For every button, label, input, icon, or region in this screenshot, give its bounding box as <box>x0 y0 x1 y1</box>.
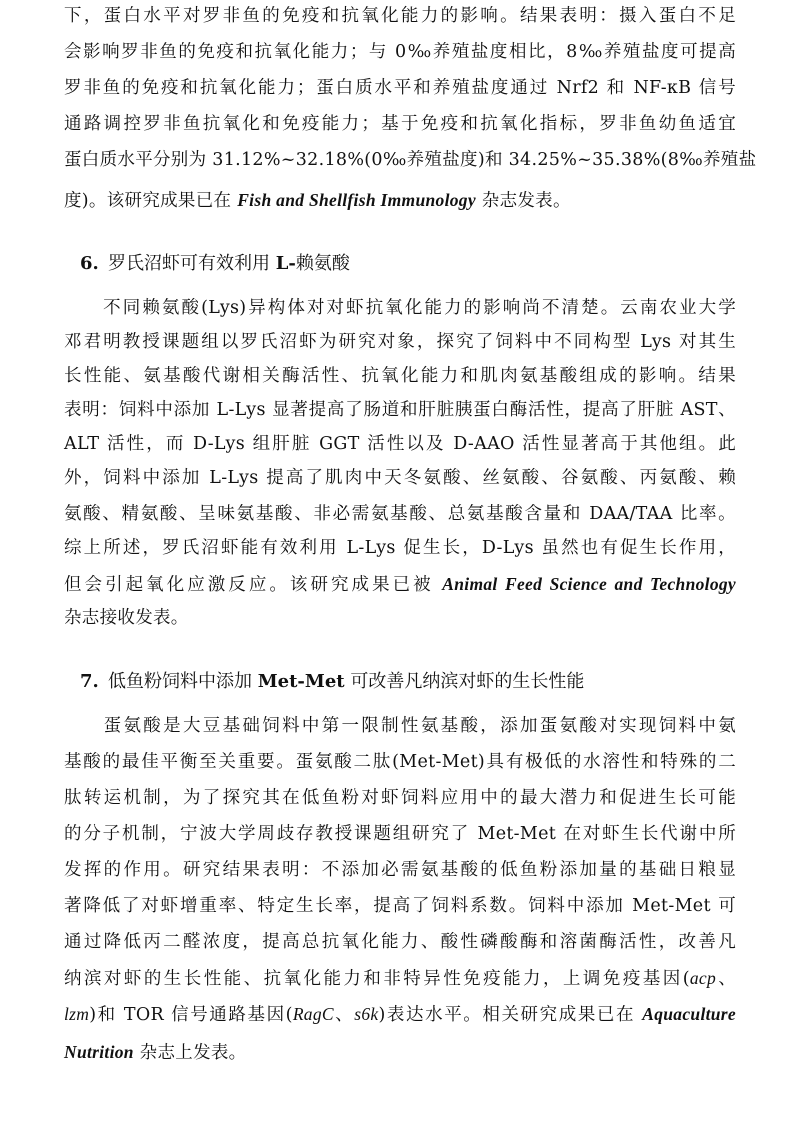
text-run: 通过降低丙二醛浓度，提高总抗氧化能力、酸性磷酸酶和溶菌酶活性，改善凡 <box>64 932 736 952</box>
text-run: 杂志上发表。 <box>133 1043 247 1063</box>
paragraph-line <box>64 330 736 354</box>
text-run: 度)。该研究成果已在 <box>64 191 238 211</box>
heading-text-suffix: 可改善凡纳滨对虾的生长性能 <box>344 671 585 692</box>
paragraph-line <box>64 398 736 422</box>
text-run: 不同赖氨酸(Lys)异构体对对虾抗氧化能力的影响尚不清楚。云南农业大学 <box>64 298 736 318</box>
paragraph-line <box>64 822 736 846</box>
heading-bold-text: Met-Met <box>257 671 345 692</box>
paragraph-line <box>64 466 736 490</box>
text-run: 邓君明教授课题组以罗氏沼虾为研究对象，探究了饲料中不同构型 Lys 对其生 <box>64 332 736 352</box>
text-run: 外，饲料中添加 L-Lys 提高了肌肉中天冬氨酸、丝氨酸、谷氨酸、丙氨酸、赖 <box>64 468 736 488</box>
text-run: 综上所述，罗氏沼虾能有效利用 L-Lys 促生长，D-Lys 虽然也有促生长作用， <box>64 538 736 558</box>
heading-text-suffix: 赖氨酸 <box>295 253 350 274</box>
section-number: 6. <box>80 253 99 274</box>
paragraph-line <box>64 188 736 213</box>
text-run: 下，蛋白水平对罗非鱼的免疫和抗氧化能力的影响。结果表明：摄入蛋白不足 <box>64 6 736 26</box>
paragraph-line <box>64 296 736 320</box>
text-run: )和 TOR 信号通路基因( <box>89 1005 293 1025</box>
paragraph-line <box>64 76 736 100</box>
text-run: 杂志发表。 <box>475 191 571 211</box>
text-run: )表达水平。相关研究成果已在 <box>378 1005 643 1025</box>
heading-text: 罗氏沼虾可有效利用 <box>108 253 276 274</box>
paragraph-line <box>64 1002 736 1027</box>
paragraph-line <box>64 432 736 456</box>
text-run: 氨酸、精氨酸、呈味氨基酸、非必需氨基酸、总氨基酸含量和 DAA/TAA 比率。 <box>64 504 736 524</box>
gene-name: lzm <box>64 1004 90 1024</box>
heading-bold-text: L- <box>275 253 296 274</box>
text-run: 罗非鱼的免疫和抗氧化能力；蛋白质水平和养殖盐度通过 Nrf2 和 NF-κB 信号 <box>64 78 736 98</box>
heading-text: 低鱼粉饲料中添加 <box>108 671 258 692</box>
paragraph-line <box>64 112 736 136</box>
text-run: 肽转运机制，为了探究其在低鱼粉对虾饲料应用中的最大潜力和促进生长可能 <box>64 788 736 808</box>
text-run: 的分子机制，宁波大学周歧存教授课题组研究了 Met-Met 在对虾生长代谢中所 <box>64 824 736 844</box>
text-run: 、 <box>716 969 736 989</box>
paragraph-line <box>64 750 736 774</box>
paragraph-line <box>64 858 736 882</box>
text-run: 长性能、氨基酸代谢相关酶活性、抗氧化能力和肌肉氨基酸组成的影响。结果 <box>64 366 736 386</box>
paragraph-line <box>64 502 736 526</box>
text-run: 、 <box>333 1005 355 1025</box>
paragraph-line <box>64 930 736 954</box>
text-run: 杂志接收发表。 <box>64 608 189 628</box>
text-run: 蛋氨酸是大豆基础饲料中第一限制性氨基酸，添加蛋氨酸对实现饲料中氨 <box>64 716 736 736</box>
gene-name: acp <box>689 968 717 988</box>
paragraph-line <box>64 1040 736 1065</box>
paragraph-line <box>64 786 736 810</box>
text-run: 蛋白质水平分别为 31.12%~32.18%(0‰养殖盐度)和 34.25%~35.38%(8‰养殖盐 <box>64 150 757 170</box>
text-run: 纳滨对虾的生长性能、抗氧化能力和非特异性免疫能力，上调免疫基因( <box>64 969 690 989</box>
section-heading <box>80 252 740 276</box>
paragraph-line <box>64 364 736 388</box>
text-run: 会影响罗非鱼的免疫和抗氧化能力；与 0‰养殖盐度相比，8‰养殖盐度可提高 <box>64 42 736 62</box>
paragraph-line <box>64 572 736 597</box>
paragraph-line <box>64 4 736 28</box>
paragraph-line <box>64 148 757 172</box>
text-run: 但会引起氧化应激反应。该研究成果已被 <box>64 575 443 595</box>
text-run: 通路调控罗非鱼抗氧化和免疫能力；基于免疫和抗氧化指标，罗非鱼幼鱼适宜 <box>64 114 736 134</box>
paragraph-line <box>64 536 736 560</box>
journal-name: Fish and Shellfish Immunology <box>237 190 476 210</box>
text-run: 著降低了对虾增重率、特定生长率，提高了饲料系数。饲料中添加 Met-Met 可 <box>64 896 736 916</box>
gene-name: s6k <box>354 1004 379 1024</box>
paragraph-line <box>64 714 736 738</box>
paragraph-line <box>64 606 736 630</box>
gene-name: RagC <box>292 1004 334 1024</box>
journal-name: Animal Feed Science and Technology <box>442 574 736 594</box>
paragraph-line <box>64 966 736 991</box>
section-heading <box>80 670 740 694</box>
text-run: ALT 活性，而 D-Lys 组肝脏 GGT 活性以及 D-AAO 活性显著高于其他组。此 <box>64 434 736 454</box>
paragraph-line <box>64 40 736 64</box>
paragraph-line <box>64 894 736 918</box>
journal-name: Nutrition <box>64 1042 134 1062</box>
text-run: 基酸的最佳平衡至关重要。蛋氨酸二肽(Met-Met)具有极低的水溶性和特殊的二 <box>64 752 736 772</box>
journal-name: Aquaculture <box>642 1004 736 1024</box>
section-number: 7. <box>80 671 99 692</box>
text-run: 表明：饲料中添加 L-Lys 显著提高了肠道和肝脏胰蛋白酶活性，提高了肝脏 AST、 <box>64 400 736 420</box>
text-run: 发挥的作用。研究结果表明：不添加必需氨基酸的低鱼粉添加量的基础日粮显 <box>64 860 736 880</box>
